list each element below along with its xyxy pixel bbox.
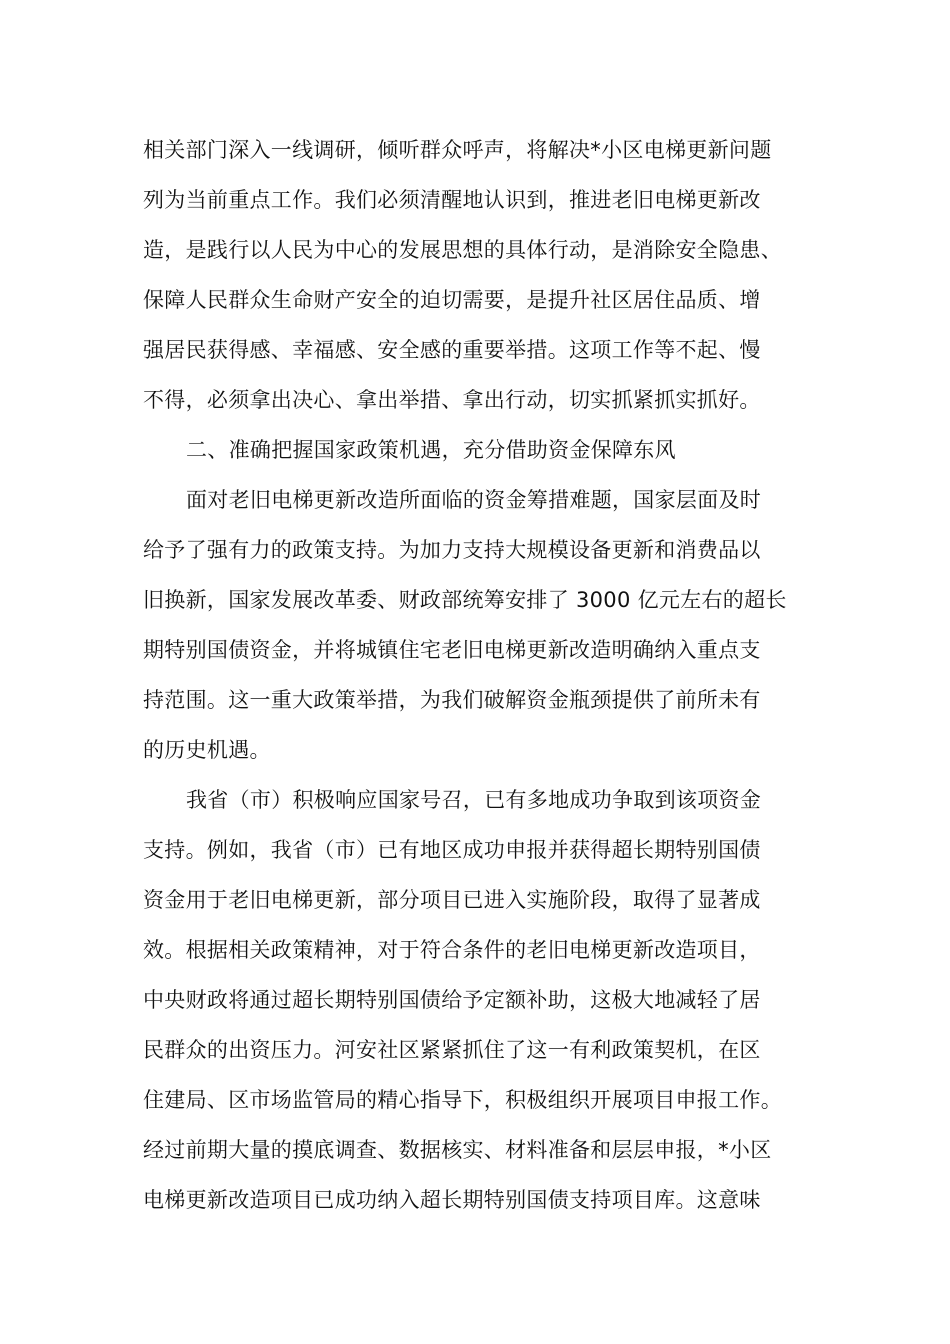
paragraph-line: 不得，必须拿出决心、拿出举措、拿出行动，切实抓紧抓实抓好。 (143, 388, 761, 412)
paragraph-line: 经过前期大量的摸底调查、数据核实、材料准备和层层申报，*小区 (143, 1138, 772, 1162)
paragraph-line: 资金用于老旧电梯更新，部分项目已进入实施阶段，取得了显著成 (143, 888, 761, 912)
paragraph-line: 持范围。这一重大政策举措，为我们破解资金瓶颈提供了前所未有 (143, 688, 761, 712)
section-heading: 二、准确把握国家政策机遇，充分借助资金保障东风 (186, 438, 676, 462)
paragraph-line: 期特别国债资金，并将城镇住宅老旧电梯更新改造明确纳入重点支 (143, 638, 761, 662)
paragraph-line: 造，是践行以人民为中心的发展思想的具体行动，是消除安全隐患、 (143, 238, 782, 262)
paragraph-line: 保障人民群众生命财产安全的迫切需要，是提升社区居住品质、增 (143, 288, 761, 312)
paragraph-line: 我省（市）积极响应国家号召，已有多地成功争取到该项资金 (186, 788, 762, 812)
paragraph-line: 旧换新，国家发展改革委、财政部统筹安排了 3000 亿元左右的超长 (143, 588, 787, 612)
paragraph-line: 中央财政将通过超长期特别国债给予定额补助，这极大地减轻了居 (143, 988, 761, 1012)
paragraph-line: 的历史机遇。 (143, 738, 271, 762)
paragraph-line: 住建局、区市场监管局的精心指导下，积极组织开展项目申报工作。 (143, 1088, 782, 1112)
paragraph-line: 列为当前重点工作。我们必须清醒地认识到，推进老旧电梯更新改 (143, 188, 761, 212)
paragraph-line: 强居民获得感、幸福感、安全感的重要举措。这项工作等不起、慢 (143, 338, 761, 362)
paragraph-line: 电梯更新改造项目已成功纳入超长期特别国债支持项目库。这意味 (143, 1188, 761, 1212)
paragraph-line: 支持。例如，我省（市）已有地区成功申报并获得超长期特别国债 (143, 838, 761, 862)
paragraph-line: 面对老旧电梯更新改造所面临的资金筹措难题，国家层面及时 (186, 488, 762, 512)
paragraph-line: 相关部门深入一线调研，倾听群众呼声，将解决*小区电梯更新问题 (143, 138, 772, 162)
paragraph-line: 给予了强有力的政策支持。为加力支持大规模设备更新和消费品以 (143, 538, 761, 562)
paragraph-line: 民群众的出资压力。河安社区紧紧抓住了这一有利政策契机，在区 (143, 1038, 761, 1062)
paragraph-line: 效。根据相关政策精神，对于符合条件的老旧电梯更新改造项目， (143, 938, 761, 962)
